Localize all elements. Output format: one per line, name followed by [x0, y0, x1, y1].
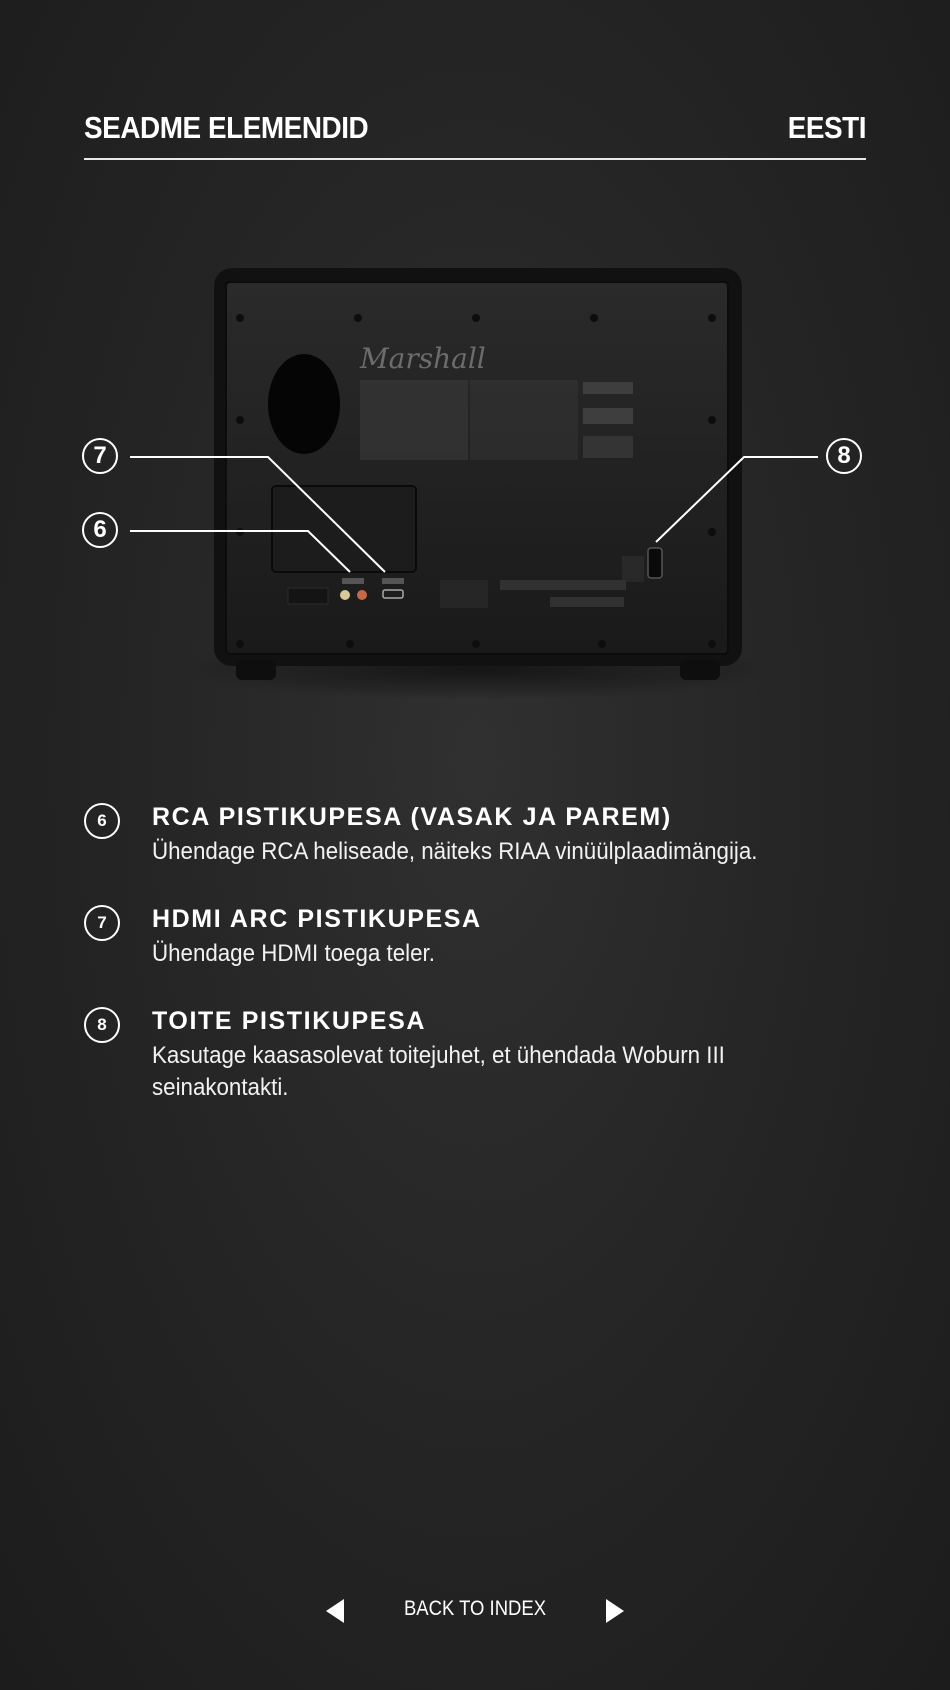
list-item-rca: [84, 800, 874, 868]
callout-7: 7: [82, 438, 118, 474]
page-navigation: [0, 1591, 950, 1631]
item-description: Ühendage RCA heliseade, näiteks RIAA vinüülplaadimängija.: [152, 838, 758, 865]
triangle-left-icon[interactable]: [326, 1599, 344, 1623]
item-number-badge: 8: [84, 1007, 120, 1043]
item-heading: HDMI ARC PISTIKUPESA: [152, 905, 482, 933]
page-title: SEADME ELEMENDID: [84, 110, 369, 145]
item-description: Ühendage HDMI toega teler.: [152, 940, 435, 967]
item-number-badge: 6: [84, 803, 120, 839]
item-description: Kasutage kaasasolevat toitejuhet, et ühendada Woburn III seinakontakti.: [152, 1042, 725, 1101]
speaker-rear-figure: [0, 250, 950, 700]
item-heading: TOITE PISTIKUPESA: [152, 1007, 427, 1035]
language-label: EESTI: [787, 110, 866, 145]
list-item-power: [84, 1004, 874, 1104]
triangle-right-icon[interactable]: [606, 1599, 624, 1623]
component-list: [84, 800, 874, 1138]
callout-6: 6: [82, 512, 118, 548]
back-to-index-link[interactable]: BACK TO INDEX: [403, 1597, 547, 1620]
speaker-rear-illustration: [0, 250, 950, 700]
marshall-logo: Marshall: [360, 342, 486, 375]
list-item-hdmi: [84, 902, 874, 970]
page-header: [84, 104, 866, 160]
callout-8: 8: [826, 438, 862, 474]
item-number-badge: 7: [84, 905, 120, 941]
item-heading: RCA PISTIKUPESA (VASAK JA PAREM): [152, 803, 672, 831]
